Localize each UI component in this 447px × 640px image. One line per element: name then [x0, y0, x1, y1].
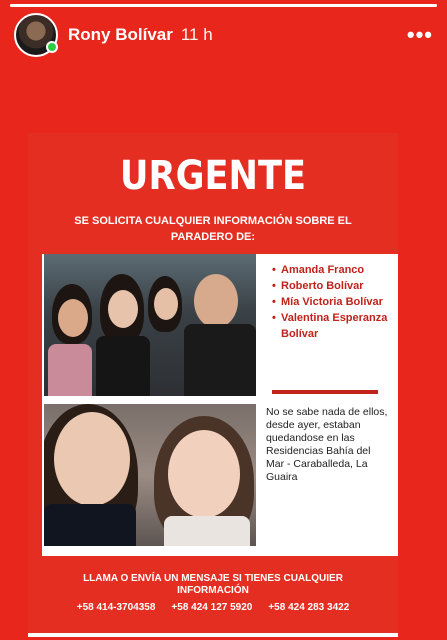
story-header — [14, 12, 433, 58]
list-item: • Roberto Bolívar — [272, 278, 392, 294]
phone-numbers — [28, 602, 398, 613]
description-text: No se sabe nada de ellos, desde ayer, estaban quedandose en las Residencias Bahía del Mar - Caraballeda, La Guaira — [266, 406, 388, 483]
missing-names-list — [272, 262, 392, 342]
family-photo — [44, 254, 256, 396]
online-status-dot — [46, 41, 58, 53]
phone-number: +58 424 283 3422 — [268, 602, 350, 613]
phone-number: +58 424 127 5920 — [171, 602, 253, 613]
missing-persons-poster — [28, 133, 398, 637]
info-panel — [42, 254, 398, 556]
list-item: • Amanda Franco — [272, 262, 392, 278]
poster-subtitle: SE SOLICITA CUALQUIER INFORMACIÓN SOBRE EL PARADERO DE: — [74, 215, 352, 243]
username[interactable]: Rony Bolívar — [68, 25, 173, 44]
poster-bottom-line — [28, 633, 398, 637]
girls-photo — [44, 404, 256, 546]
divider — [272, 390, 378, 394]
more-horizontal-icon[interactable]: ••• — [406, 22, 433, 47]
story-progress-fill — [10, 4, 437, 7]
post-time: 11 h — [180, 25, 213, 44]
story-progress-bar — [10, 4, 437, 7]
avatar[interactable] — [14, 13, 58, 57]
call-to-action: LLAMA O ENVÍA UN MENSAJE SI TIENES CUALQUIER INFORMACIÓN — [83, 573, 343, 596]
poster-title: URGENTE — [119, 153, 307, 199]
list-item: • Valentina Esperanza Bolívar — [272, 310, 392, 342]
list-item: • Mía Victoria Bolívar — [272, 294, 392, 310]
phone-number: +58 414-3704358 — [76, 602, 156, 613]
